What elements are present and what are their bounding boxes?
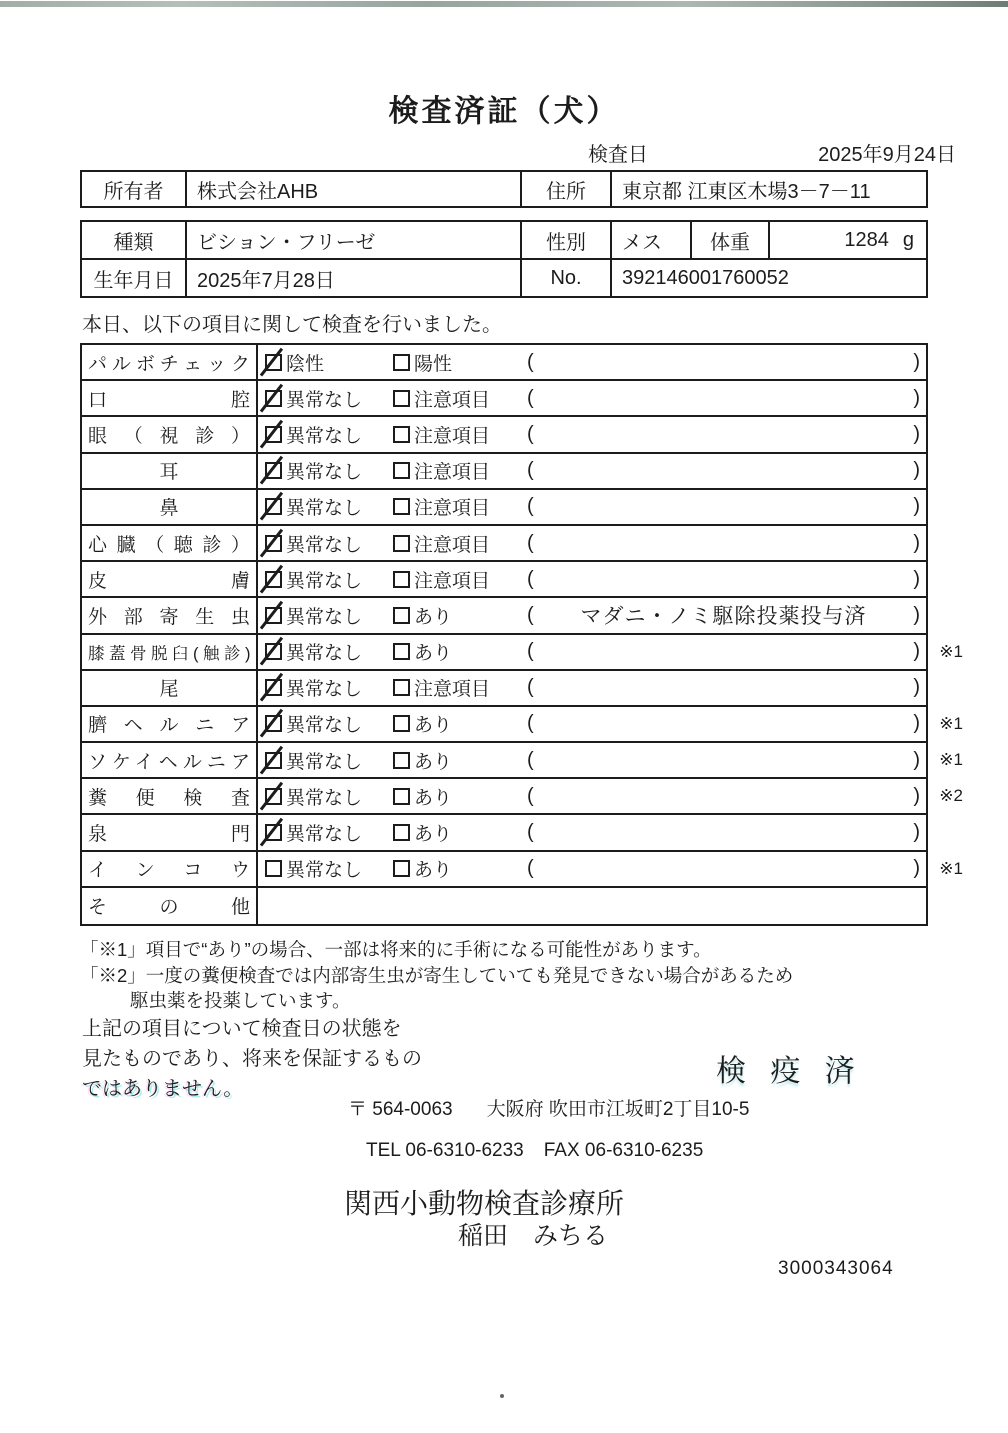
paren-close-glyph: )	[913, 531, 920, 554]
row-label-cell	[82, 417, 258, 451]
result-option-2	[393, 385, 527, 412]
result-option-1	[265, 493, 393, 520]
row-label: インコウ	[88, 860, 250, 882]
remarks-parentheses	[527, 857, 926, 880]
option-1-label: 異常なし	[286, 751, 363, 773]
result-option-2	[393, 602, 527, 629]
checkbox-icon	[393, 354, 410, 371]
remarks-parentheses	[527, 459, 926, 482]
option-2-label: あり	[414, 715, 453, 737]
paren-close-glyph: )	[913, 640, 920, 663]
table-row	[82, 888, 926, 924]
result-option-2	[393, 747, 527, 774]
result-option-1	[265, 421, 393, 448]
paren-close-glyph: )	[913, 676, 920, 699]
table-row	[82, 815, 926, 851]
row-label-cell	[82, 815, 258, 849]
paren-close-glyph: )	[913, 748, 920, 771]
clinic-fax: FAX 06-6310-6235	[543, 1140, 704, 1161]
row-result-cell	[258, 635, 926, 669]
footnote-ref: ※1	[939, 858, 963, 878]
disclaimer-statement	[82, 1014, 422, 1104]
exam-date-value: 2025年9月24日	[818, 144, 956, 166]
checkbox-icon	[393, 788, 410, 805]
row-label-cell	[82, 454, 258, 488]
remarks-parentheses	[527, 423, 926, 446]
exam-date-label: 検査日	[588, 144, 648, 166]
row-result-cell	[258, 743, 926, 777]
checkbox-icon	[393, 752, 410, 769]
paren-close-glyph: )	[913, 422, 920, 445]
row-result-cell	[258, 490, 926, 524]
row-label: 皮膚	[88, 570, 250, 592]
checkbox-icon	[265, 498, 282, 515]
checkbox-icon	[393, 535, 410, 552]
checkbox-icon	[265, 752, 282, 769]
row-result-cell	[258, 381, 926, 415]
no-value: 392146001760052	[610, 260, 926, 296]
checkbox-icon	[265, 462, 282, 479]
inspection-table	[80, 343, 963, 926]
option-1-label: 異常なし	[286, 824, 363, 846]
option-1-label: 異常なし	[286, 860, 363, 882]
sex-label: 性別	[520, 222, 610, 258]
weight-label: 体重	[690, 222, 768, 258]
checkbox-icon	[265, 426, 282, 443]
result-option-1	[265, 566, 393, 593]
option-1-label: 異常なし	[286, 462, 363, 484]
row-label-cell	[82, 381, 258, 415]
result-option-2	[393, 349, 527, 376]
remarks-content: マダニ・ノミ駆除投薬投与済	[580, 605, 867, 629]
option-2-label: 注意項目	[414, 389, 491, 411]
paren-close-glyph: )	[913, 386, 920, 409]
result-option-1	[265, 602, 393, 629]
table-row	[82, 381, 926, 417]
checkbox-icon	[265, 788, 282, 805]
row-result-cell	[258, 417, 926, 451]
intro-sentence: 本日、以下の項目に関して検査を行いました。	[82, 314, 502, 336]
row-label-cell	[82, 635, 258, 669]
table-row	[82, 345, 926, 381]
row-label-cell	[82, 671, 258, 705]
checkbox-icon	[393, 824, 410, 841]
option-1-label: 陰性	[286, 353, 325, 375]
result-option-1	[265, 385, 393, 412]
remarks-parentheses	[527, 387, 926, 410]
table-row	[82, 635, 963, 671]
table-row	[82, 852, 963, 888]
table-row	[82, 562, 926, 598]
clinic-name: 関西小動物検査診療所	[344, 1188, 625, 1219]
result-option-1	[265, 674, 393, 701]
result-option-1	[265, 783, 393, 810]
remarks-parentheses	[527, 676, 926, 699]
species-value: ビション・フリーゼ	[185, 222, 520, 258]
remarks-parentheses	[527, 785, 926, 808]
row-result-cell	[258, 888, 926, 924]
paren-close-glyph: )	[913, 857, 920, 880]
checkbox-icon	[265, 860, 282, 877]
footnote-ref: ※1	[939, 713, 963, 733]
clinic-postal: 〒 564-0063	[348, 1099, 453, 1120]
option-1-label: 異常なし	[286, 715, 363, 737]
result-option-2	[393, 566, 527, 593]
row-result-cell	[258, 526, 926, 560]
checkbox-icon	[265, 390, 282, 407]
paren-open-glyph: (	[527, 386, 534, 409]
scan-edge-artifact	[0, 1, 1008, 7]
remarks-parentheses	[527, 532, 926, 555]
row-label: 心臓（聴診）	[88, 534, 250, 556]
remarks-parentheses	[527, 568, 926, 591]
row-label: 耳	[159, 462, 179, 484]
option-1-label: 異常なし	[286, 425, 363, 447]
row-label: 眼（視診）	[88, 425, 250, 447]
checkbox-icon	[393, 390, 410, 407]
option-2-label: あり	[414, 643, 453, 665]
row-label-cell	[82, 743, 258, 777]
table-row	[82, 743, 963, 779]
table-row	[82, 526, 926, 562]
row-label: ソケイヘルニア	[88, 751, 250, 773]
paren-close-glyph: )	[913, 603, 920, 626]
paren-open-glyph: (	[527, 748, 534, 771]
paren-open-glyph: (	[527, 603, 534, 626]
option-1-label: 異常なし	[286, 570, 363, 592]
result-option-2	[393, 855, 527, 882]
veterinarian-name: 稲田 みちる	[458, 1222, 609, 1250]
scan-dot-artifact	[500, 1394, 504, 1398]
paren-close-glyph: )	[913, 784, 920, 807]
checkbox-icon	[393, 462, 410, 479]
remarks-parentheses	[527, 640, 926, 663]
row-label-cell	[82, 562, 258, 596]
option-1-label: 異常なし	[286, 606, 363, 628]
row-result-cell	[258, 345, 926, 379]
option-2-label: 注意項目	[414, 534, 491, 556]
checkbox-icon	[265, 715, 282, 732]
option-2-label: 注意項目	[414, 498, 491, 520]
table-row	[82, 598, 926, 634]
table-row	[82, 779, 963, 815]
option-2-label: あり	[414, 787, 453, 809]
checkbox-icon	[393, 715, 410, 732]
paren-open-glyph: (	[527, 531, 534, 554]
option-2-label: 陽性	[414, 353, 453, 375]
checkbox-icon	[265, 824, 282, 841]
option-1-label: 異常なし	[286, 534, 363, 556]
checkbox-icon	[265, 679, 282, 696]
checkbox-icon	[393, 607, 410, 624]
option-2-label: あり	[414, 606, 453, 628]
birth-value: 2025年7月28日	[185, 260, 520, 296]
option-1-label: 異常なし	[286, 679, 363, 701]
row-label: 鼻	[159, 498, 179, 520]
clinic-tel: TEL 06-6310-6233	[366, 1140, 524, 1161]
option-2-label: 注意項目	[414, 425, 491, 447]
paren-close-glyph: )	[913, 495, 920, 518]
result-option-1	[265, 710, 393, 737]
owner-table	[80, 170, 928, 208]
clinic-tel-line	[366, 1140, 703, 1162]
footnote-ref: ※1	[939, 750, 963, 770]
paren-open-glyph: (	[527, 784, 534, 807]
option-1-label: 異常なし	[286, 498, 363, 520]
result-option-2	[393, 530, 527, 557]
row-result-cell	[258, 779, 926, 813]
table-row	[82, 417, 926, 453]
pet-table	[80, 220, 928, 298]
owner-value: 株式会社AHB	[185, 172, 520, 206]
paren-close-glyph: )	[913, 821, 920, 844]
row-label-cell	[82, 707, 258, 741]
owner-label: 所有者	[103, 180, 164, 203]
footnote-1: 「※1」項目で“あり”の場合、一部は将来的に手術になる可能性があります。	[80, 939, 712, 960]
paren-open-glyph: (	[527, 459, 534, 482]
table-row	[82, 490, 926, 526]
checkbox-icon	[265, 354, 282, 371]
table-row	[82, 222, 926, 260]
paren-open-glyph: (	[527, 676, 534, 699]
row-label: その他	[88, 897, 250, 919]
option-2-label: 注意項目	[414, 570, 491, 592]
row-label: 外部寄生虫	[88, 606, 250, 628]
row-label: 臍ヘルニア	[88, 715, 250, 737]
footnote-2-line2: 駆虫薬を投薬しています。	[130, 990, 351, 1011]
result-option-2	[393, 638, 527, 665]
statement-line-1: 上記の項目について検査日の状態を	[82, 1018, 402, 1040]
row-result-cell	[258, 707, 926, 741]
footnote-ref: ※1	[939, 641, 963, 661]
option-2-label: 注意項目	[414, 679, 491, 701]
option-2-label: 注意項目	[414, 462, 491, 484]
remarks-parentheses	[527, 712, 926, 735]
paren-open-glyph: (	[527, 640, 534, 663]
row-result-cell	[258, 852, 926, 886]
result-option-1	[265, 747, 393, 774]
result-option-2	[393, 819, 527, 846]
address-value: 東京都 江東区木場3－7－11	[610, 172, 926, 206]
checkbox-icon	[393, 643, 410, 660]
remarks-parentheses	[527, 600, 926, 630]
row-result-cell	[258, 562, 926, 596]
remarks-parentheses	[527, 495, 926, 518]
no-label: No.	[520, 260, 610, 296]
statement-line-2: 見たものであり、将来を保証するもの	[82, 1048, 422, 1070]
weight-value: 1284	[844, 228, 889, 251]
statement-line-3: ではありません。	[82, 1078, 244, 1100]
result-option-1	[265, 530, 393, 557]
result-option-2	[393, 710, 527, 737]
checkbox-icon	[265, 535, 282, 552]
table-row	[82, 707, 963, 743]
row-label: 尾	[159, 679, 179, 701]
clinic-address-line	[348, 1094, 749, 1121]
species-label: 種類	[113, 231, 154, 254]
table-row	[82, 671, 926, 707]
option-1-label: 異常なし	[286, 389, 363, 411]
checkbox-icon	[265, 571, 282, 588]
row-result-cell	[258, 671, 926, 705]
serial-number: 3000343064	[778, 1258, 894, 1279]
birth-label: 生年月日	[93, 269, 174, 292]
option-2-label: あり	[414, 751, 453, 773]
option-1-label: 異常なし	[286, 787, 363, 809]
option-2-label: あり	[414, 860, 453, 882]
row-result-cell	[258, 454, 926, 488]
checkbox-icon	[393, 426, 410, 443]
option-1-label: 異常なし	[286, 643, 363, 665]
paren-close-glyph: )	[913, 350, 920, 373]
checkbox-icon	[393, 571, 410, 588]
table-row	[82, 454, 926, 490]
row-label-cell	[82, 888, 258, 924]
paren-close-glyph: )	[913, 459, 920, 482]
row-label: 口腔	[88, 389, 250, 411]
result-option-2	[393, 421, 527, 448]
paren-open-glyph: (	[527, 495, 534, 518]
checkbox-icon	[265, 607, 282, 624]
table-row	[82, 260, 926, 296]
paren-open-glyph: (	[527, 821, 534, 844]
row-result-cell	[258, 598, 926, 632]
paren-open-glyph: (	[527, 857, 534, 880]
result-option-2	[393, 493, 527, 520]
row-label-cell	[82, 852, 258, 886]
paren-close-glyph: )	[913, 567, 920, 590]
row-label-cell	[82, 490, 258, 524]
checkbox-icon	[393, 498, 410, 515]
row-label: 糞便検査	[88, 787, 250, 809]
paren-open-glyph: (	[527, 350, 534, 373]
row-label: パルボチェック	[88, 353, 250, 375]
paren-open-glyph: (	[527, 422, 534, 445]
option-2-label: あり	[414, 824, 453, 846]
weight-unit: g	[902, 228, 914, 251]
address-label: 住所	[520, 172, 610, 206]
result-option-1	[265, 819, 393, 846]
clinic-address: 大阪府 吹田市江坂町2丁目10-5	[486, 1099, 750, 1120]
result-option-2	[393, 457, 527, 484]
row-label-cell	[82, 526, 258, 560]
row-label-cell	[82, 779, 258, 813]
result-option-2	[393, 783, 527, 810]
footnote-2-line1: 「※2」一度の糞便検査では内部寄生虫が寄生していても発見できない場合があるため	[80, 965, 794, 986]
result-option-1	[265, 349, 393, 376]
result-option-1	[265, 855, 393, 882]
quarantine-stamp: 検 疫 済	[716, 1055, 863, 1088]
remarks-parentheses	[527, 749, 926, 772]
result-option-1	[265, 457, 393, 484]
result-option-1	[265, 638, 393, 665]
remarks-parentheses	[527, 821, 926, 844]
page-title: 検査済証（犬）	[388, 95, 620, 128]
checkbox-icon	[393, 679, 410, 696]
row-label: 膝蓋骨脱臼(触診)	[88, 644, 250, 663]
checkbox-icon	[393, 860, 410, 877]
result-option-2	[393, 674, 527, 701]
paren-open-glyph: (	[527, 712, 534, 735]
row-label: 泉門	[88, 824, 250, 846]
footnote-ref: ※2	[939, 786, 963, 806]
row-result-cell	[258, 815, 926, 849]
row-label-cell	[82, 598, 258, 632]
checkbox-icon	[265, 643, 282, 660]
row-label-cell	[82, 345, 258, 379]
paren-open-glyph: (	[527, 567, 534, 590]
weight-value-cell	[768, 222, 926, 258]
paren-close-glyph: )	[913, 712, 920, 735]
sex-value: メス	[610, 222, 690, 258]
remarks-parentheses	[527, 351, 926, 374]
